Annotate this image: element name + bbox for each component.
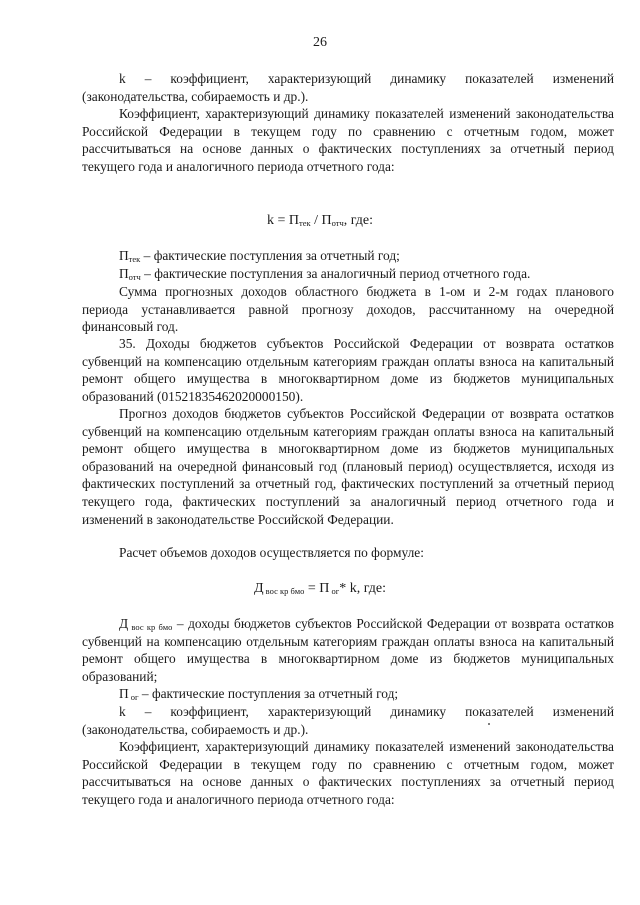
k-definition-2: k – коэффициент, характеризующий динамику показателей изменений (законодательства, собираемость и др.). — [82, 704, 614, 737]
definition-p-og: П $_{ог}$ – фактические поступления за отчетный год; — [119, 686, 399, 702]
coefficient-paragraph-1: Коэффициент, характеризующий динамику показателей изменений законодательства Российской Федерации в текущем году по сравнению с отчетным годом, может рассчитываться на основе данных о фактических поступлениях за отчетный период текущего года и аналогичного периода отчетного года: — [82, 106, 614, 174]
section-35-heading: 35. Доходы бюджетов субъектов Российской Федерации от возврата остатков субвенций на компенсацию отдельным категориям граждан оплаты взноса на капитальный ремонт общего имущества в многоквартирном доме из бюджетов муниципальных образований (01521835462020000150). — [82, 336, 614, 404]
k-definition-1: k – коэффициент, характеризующий динамику показателей изменений (законодательства, собираемость и др.). — [82, 71, 614, 104]
sum-paragraph: Сумма прогнозных доходов областного бюджета в 1-ом и 2-м годах планового периода устанавливается равной прогнозу доходов, рассчитанному на очередной финансовый год. — [82, 284, 614, 335]
scan-speck — [488, 723, 490, 725]
definition-p-tek: $П_{тек}$ – фактические поступления за отчетный год; — [119, 248, 400, 264]
definition-p-otch: $П_{отч}$ – фактические поступления за аналогичный период отчетного года. — [119, 266, 531, 282]
coefficient-paragraph-2: Коэффициент, характеризующий динамику показателей изменений законодательства Российской Федерации в текущем году по сравнению с отчетным годом, может рассчитываться на основе данных о фактических поступлениях за отчетный период текущего года и аналогичного периода отчетного года: — [82, 739, 614, 807]
formula-k: $k = П_{тек} / П_{отч}$, где: — [266, 213, 374, 228]
page-number: 26 — [313, 35, 327, 50]
calc-intro: Расчет объемов доходов осуществляется по формуле: — [119, 545, 424, 560]
formula-d: Д $_{вос кр бмо}$ = П $_{ог}$* k, где: — [253, 581, 387, 596]
definition-d-vos: Д $_{вос кр бмо}$ – доходы бюджетов субъектов Российской Федерации от возврата остатков субвенций на компенсацию отдельным категориям граждан оплаты взноса на капитальный ремонт общего имущества в многоквартирном доме из бюджетов муниципальных образований; — [82, 616, 614, 684]
forecast-paragraph: Прогноз доходов бюджетов субъектов Российской Федерации от возврата остатков субвенций на компенсацию отдельным категориям граждан оплаты взноса на капитальный ремонт общего имущества в многоквартирном доме из бюджетов муниципальных образований на очередной финансовый год (плановый период) осуществляется, исходя из фактических поступлений за отчетный год, фактических поступлений за отчетный период текущего года, фактических поступлений за аналогичный период отчетного года и изменений в законодательстве Российской Федерации. — [82, 406, 614, 527]
